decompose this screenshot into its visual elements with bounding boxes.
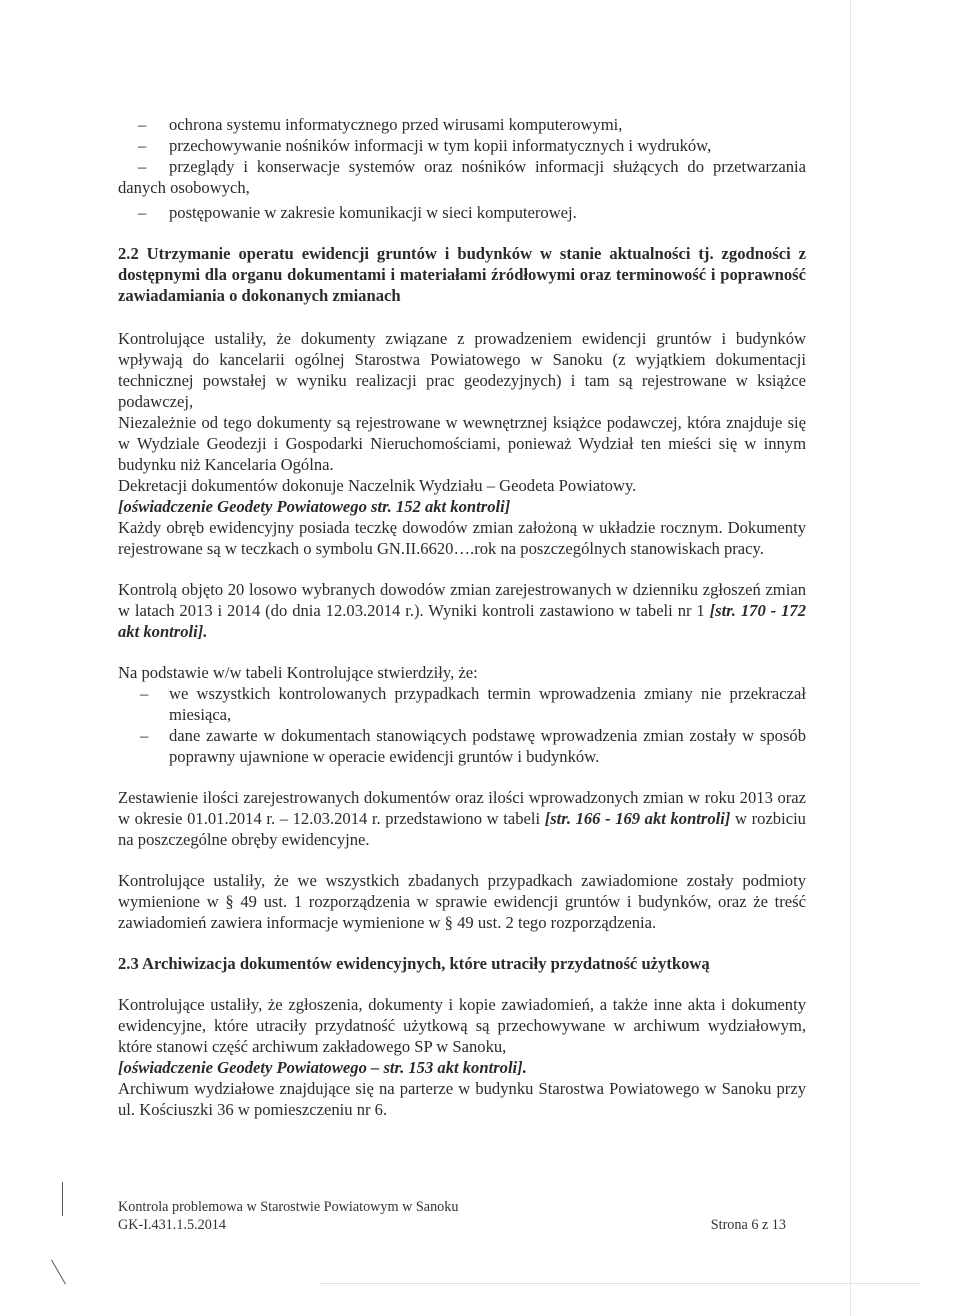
- list-item: – we wszystkich kontrolowanych przypadkach termin wprowadzenia zmiany nie przekraczał miesiąca,: [140, 684, 806, 724]
- paragraph: Zestawienie ilości zarejestrowanych dokumentów oraz ilości wprowadzonych zmian w roku 2013 oraz w okresie 01.01.2014 r. – 12.03.2014 r. przedstawiono w tabeli [str. 166 - 169 akt kontroli] w rozbiciu na poszczególne obręby ewidencyjne.: [118, 788, 806, 849]
- reference-note: [oświadczenie Geodety Powiatowego str. 152 akt kontroli]: [118, 497, 511, 516]
- reference-note: [str. 170 - 172 akt kontroli].: [118, 601, 806, 641]
- section-heading: 2.3 Archiwizacja dokumentów ewidencyjnych, które utraciły przydatność użytkową: [118, 954, 710, 973]
- list-item: – przeglądy i konserwacje systemów oraz nośników informacji służących do przetwarzania danych osobowych,: [118, 157, 806, 197]
- paragraph: Kontrolujące ustaliły, że we wszystkich zbadanych przypadkach zawiadomione zostały podmioty wymienione w § 49 ust. 1 rozporządzenia w sprawie ewidencji gruntów i budynków, oraz że treść zawiadomień zawiera informacje wymienione w § 49 ust. 2 tego rozporządzenia.: [118, 871, 806, 932]
- bullet-dash: –: [138, 157, 147, 176]
- scan-bottom-line: [320, 1283, 920, 1284]
- bullet-dash: –: [138, 136, 147, 155]
- paragraph: Niezależnie od tego dokumenty są rejestrowane w wewnętrznej książce podawczej, która znajduje się w Wydziale Geodezji i Gospodarki Nieruchomościami, ponieważ Wydział ten mieści się w innym budynku niż Kancelaria Ogólna.: [118, 413, 806, 474]
- bullet-dash: –: [140, 726, 149, 745]
- list-item: – dane zawarte w dokumentach stanowiących podstawę wprowadzenia zmian zostały w sposób poprawny ujawnione w operacie ewidencji gruntów i budynków.: [140, 726, 806, 766]
- footer-reference: GK-I.431.1.5.2014: [118, 1217, 226, 1233]
- paragraph: Dekretacji dokumentów dokonuje Naczelnik Wydziału – Geodeta Powiatowy.: [118, 476, 637, 495]
- scan-edge-line: [850, 0, 851, 1316]
- paragraph: Kontrolą objęto 20 losowo wybranych dowodów zmian zarejestrowanych w dzienniku zgłoszeń zmian w latach 2013 i 2014 (do dnia 12.03.2014 r.). Wyniki kontroli zastawiono w tabeli nr 1 [str. 170 - 172 akt kontroli].: [118, 580, 806, 641]
- page-content: [118, 114, 806, 1120]
- bullet-dash: –: [140, 684, 149, 703]
- reference-note: [str. 166 - 169 akt kontroli]: [544, 809, 731, 828]
- bullet-dash: –: [138, 115, 147, 134]
- reference-note: [oświadczenie Geodety Powiatowego – str. 153 akt kontroli].: [118, 1058, 527, 1077]
- paragraph: Kontrolujące ustaliły, że zgłoszenia, dokumenty i kopie zawiadomień, a także inne akta i dokumenty ewidencyjne, które utraciły przydatność użytkową są przechowywane w archiwum wydziałowym, które stanowi część archiwum zakładowego SP w Sanoku,: [118, 995, 806, 1056]
- list-item: – postępowanie w zakresie komunikacji w sieci komputerowej.: [138, 203, 577, 222]
- list-item: – przechowywanie nośników informacji w tym kopii informatycznych i wydruków,: [138, 136, 712, 155]
- paragraph: Na podstawie w/w tabeli Kontrolujące stwierdziły, że:: [118, 663, 478, 682]
- list-item: – ochrona systemu informatycznego przed wirusami komputerowymi,: [138, 115, 623, 134]
- margin-mark: [51, 1260, 66, 1285]
- page-number: Strona 6 z 13: [710, 1217, 786, 1233]
- page-footer: [118, 1198, 786, 1234]
- margin-mark: [62, 1182, 63, 1216]
- section-heading: 2.2 Utrzymanie operatu ewidencji gruntów i budynków w stanie aktualności tj. zgodności z dostępnymi dla organu dokumentami i materiałami źródłowymi oraz terminowość i poprawność zawiadamiania o dokonanych zmianach: [118, 244, 806, 305]
- paragraph: Każdy obręb ewidencyjny posiada teczkę dowodów zmian założoną w układzie rocznym. Dokumenty rejestrowane są w teczkach o symbolu GN.II.6620….rok na poszczególnych stanowiskach pracy.: [118, 518, 806, 558]
- paragraph: Archiwum wydziałowe znajdujące się na parterze w budynku Starostwa Powiatowego w Sanoku przy ul. Kościuszki 36 w pomieszczeniu nr 6.: [118, 1079, 806, 1119]
- footer-title: Kontrola problemowa w Starostwie Powiatowym w Sanoku: [118, 1199, 459, 1215]
- bullet-dash: –: [138, 203, 147, 222]
- paragraph: Kontrolujące ustaliły, że dokumenty związane z prowadzeniem ewidencji gruntów i budynków wpływają do kancelarii ogólnej Starostwa Powiatowego w Sanoku (z wyjątkiem dokumentacji technicznej powstałej w wyniku realizacji prac geodezyjnych) i tam są rejestrowane w książce podawczej,: [118, 329, 806, 411]
